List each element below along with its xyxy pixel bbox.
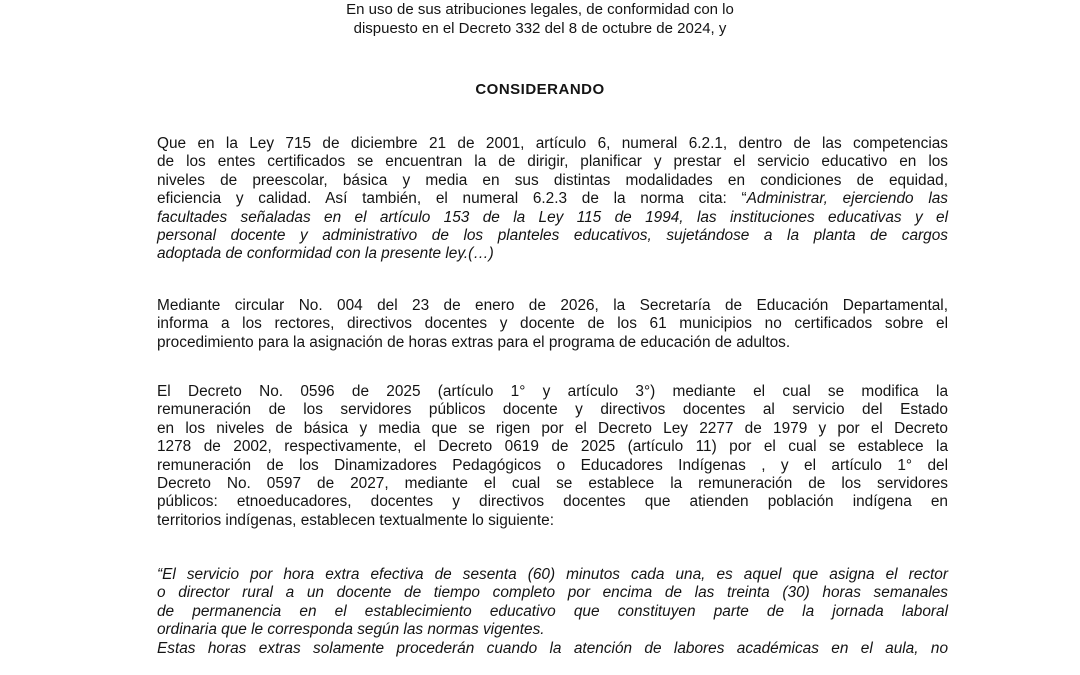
header-line-2: dispuesto en el Decreto 332 del 8 de octubre de 2024, y (353, 20, 727, 37)
paragraph-quote (157, 566, 948, 658)
text-line: ordinaria que le corresponda según las normas vigentes. (157, 621, 545, 639)
text-line: El Decreto No. 0596 de 2025 (artículo 1° y artículo 3°) mediante el cual se modifica la (157, 383, 948, 400)
text-line: niveles de preescolar, básica y media en sus distintas modalidades en condiciones de equidad, (157, 171, 948, 189)
text-line: en los niveles de básica y media que se rigen por el Decreto Ley 2277 de 1979 y por el Decreto (157, 419, 948, 437)
paragraph-ley-715 (157, 135, 948, 264)
text-line: procedimiento para la asignación de horas extras para el programa de educación de adultos. (157, 333, 791, 351)
text-line (157, 190, 948, 208)
text-line: públicos: etnoeducadores, docentes y directivos docentes que atienden población indígena en (157, 493, 948, 511)
quote-segment: Administrar, ejerciendo las (746, 190, 948, 208)
text-line: remuneración de los Dinamizadores Pedagógicos o Educadores Indígenas , y el artículo 1° del (157, 456, 948, 474)
header-line-1: En uso de sus atribuciones legales, de conformidad con lo (346, 1, 734, 18)
text-line: facultades señaladas en el artículo 153 de la Ley 115 de 1994, las instituciones educativas y el (157, 208, 948, 226)
paragraph-decreto-0596 (157, 383, 948, 530)
text-line: Decreto No. 0597 de 2027, mediante el cual se establece la remuneración de los servidores (157, 475, 948, 493)
paragraph-circular (157, 297, 948, 352)
text-line: Estas horas extras solamente procederán cuando la atención de labores académicas en el aula, no (157, 639, 948, 657)
text-line: “El servicio por hora extra efectiva de sesenta (60) minutos cada una, es aquel que asigna el rector (157, 566, 948, 583)
text-line: o director rural a un docente de tiempo completo por encima de las treinta (30) horas semanales (157, 584, 948, 602)
text-line: Mediante circular No. 004 del 23 de enero de 2026, la Secretaría de Educación Departamental, (157, 297, 948, 314)
text-segment: eficiencia y calidad. Así también, el numeral 6.2.3 de la norma cita: “ (157, 190, 747, 208)
text-line: 1278 de 2002, respectivamente, el Decreto 0619 de 2025 (artículo 11) por el cual se establece la (157, 438, 948, 456)
text-line: de los entes certificados se encuentran la de dirigir, planificar y prestar el servicio educativo en los (157, 153, 948, 171)
text-line: territorios indígenas, establecen textualmente lo siguiente: (157, 511, 554, 529)
text-line: adoptada de conformidad con la presente ley.(…) (157, 245, 494, 263)
text-line: personal docente y administrativo de los planteles educativos, sujetándose a la planta de cargos (157, 227, 948, 245)
text-line: remuneración de los servidores públicos docente y directivos docentes al servicio del Estado (157, 401, 948, 419)
text-line: Que en la Ley 715 de diciembre 21 de 2001, artículo 6, numeral 6.2.1, dentro de las competencias (157, 135, 948, 152)
section-heading: CONSIDERANDO (475, 81, 605, 98)
text-line: informa a los rectores, directivos docentes y docente de los 61 municipios no certificados sobre el (157, 315, 948, 333)
text-line: de permanencia en el establecimiento educativo que constituyen parte de la jornada laboral (157, 602, 948, 620)
